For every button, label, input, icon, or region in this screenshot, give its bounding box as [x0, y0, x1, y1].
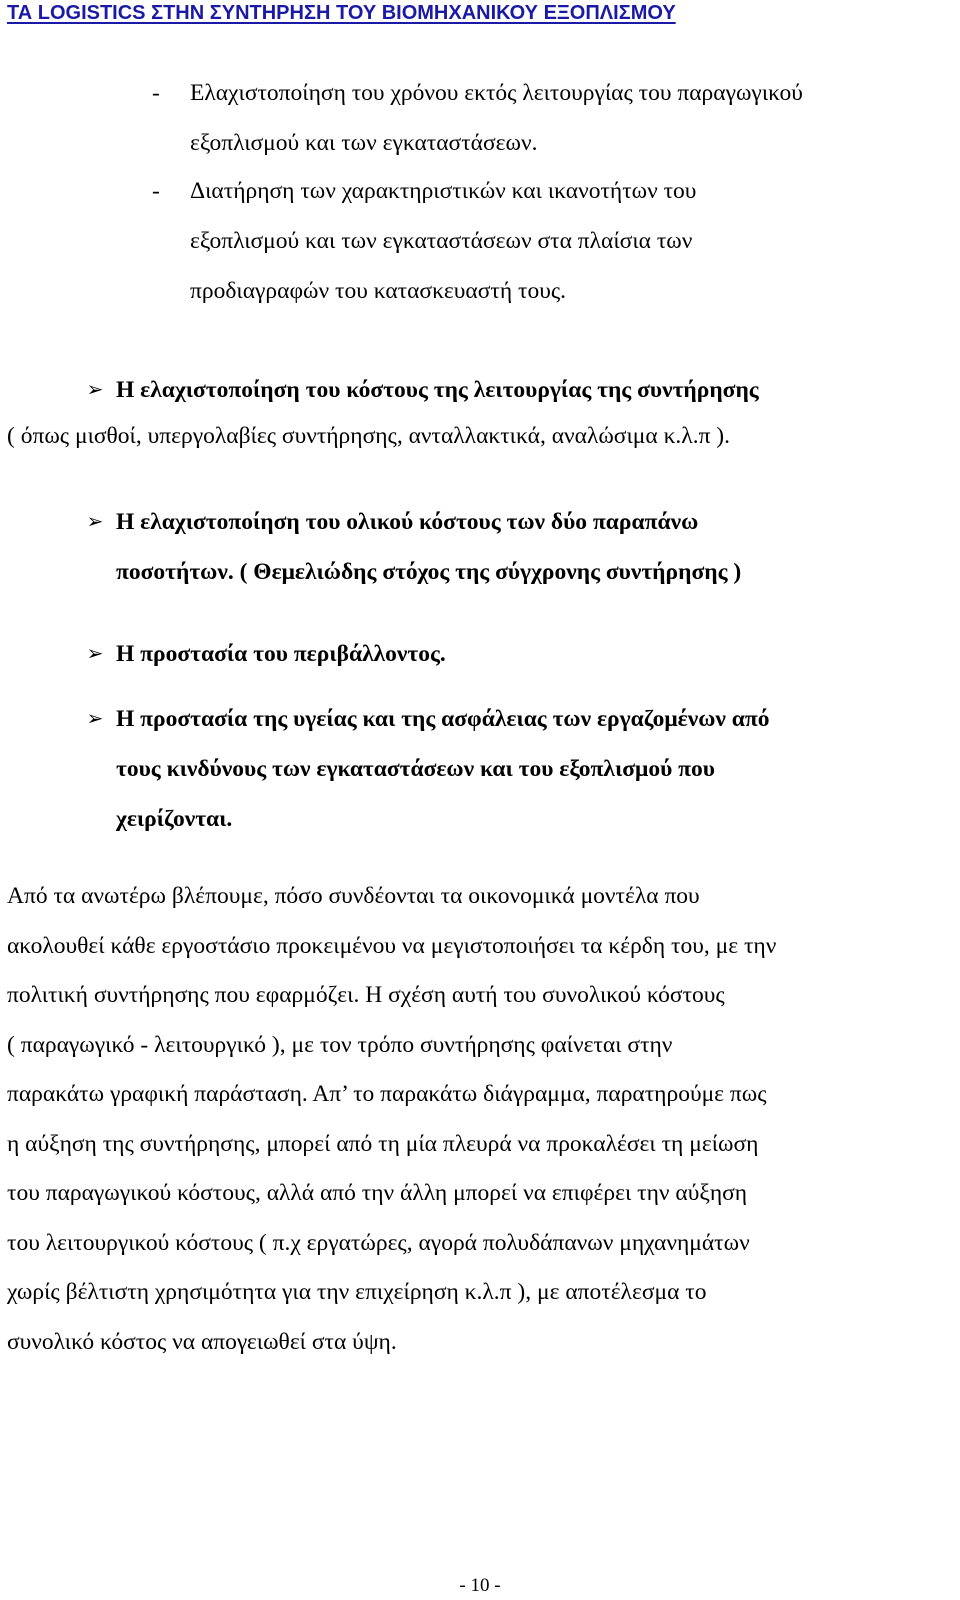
- page-number: - 10 -: [459, 1575, 501, 1596]
- dash-item-line: εξοπλισμού και των εγκαταστάσεων στα πλαίσια των: [190, 228, 693, 254]
- arrow-bullet-icon: ➢: [86, 643, 104, 665]
- arrow-item-line: Η ελαχιστοποίηση του κόστους της λειτουργίας της συντήρησης: [116, 377, 759, 403]
- paragraph-line: η αύξηση της συντήρησης, μπορεί από τη μία πλευρά να προκαλέσει τη μείωση: [7, 1130, 759, 1157]
- dash-list-item: [152, 68, 952, 168]
- arrow-item-line: ποσοτήτων. ( Θεμελιώδης στόχος της σύγχρονης συντήρησης ): [116, 559, 742, 585]
- paragraph-line: παρακάτω γραφική παράσταση. Απ’ το παρακάτω διάγραμμα, παρατηρούμε πως: [7, 1081, 767, 1107]
- dash-item-line: Ελαχιστοποίηση του χρόνου εκτός λειτουργίας του παραγωγικού: [190, 80, 803, 106]
- body-paragraph: [7, 872, 952, 1367]
- paragraph-line: του παραγωγικού κόστους, αλλά από την άλλη μπορεί να επιφέρει την αύξηση: [7, 1180, 748, 1206]
- arrow-item-line: Η προστασία του περιβάλλοντος.: [116, 641, 446, 667]
- paragraph-line: του λειτουργικού κόστους ( π.χ εργατώρες, αγορά πολυδάπανων μηχανημάτων: [7, 1229, 750, 1256]
- paragraph-line: ακολουθεί κάθε εργοστάσιο προκειμένου να μεγιστοποιήσει τα κέρδη του, με την: [7, 932, 777, 959]
- paragraph-line: ( παραγωγικό - λειτουργικό ), με τον τρόπο συντήρησης φαίνεται στην: [7, 1031, 673, 1058]
- paragraph-line: συνολικό κόστος να απογειωθεί στα ύψη.: [7, 1328, 397, 1355]
- arrow-bullet-item: [80, 694, 940, 844]
- paragraph-line: χωρίς βέλτιστη χρησιμότητα για την επιχείρηση κ.λ.π ), με αποτέλεσμα το: [7, 1279, 707, 1305]
- paragraph-line: Από τα ανωτέρω βλέπουμε, πόσο συνδέονται τα οικονομικά μοντέλα που: [7, 883, 700, 909]
- arrow-item-line: Η ελαχιστοποίηση του ολικού κόστους των δύο παραπάνω: [116, 509, 699, 535]
- arrow-bullet-item: [80, 497, 940, 597]
- cost-examples-note: ( όπως μισθοί, υπεργολαβίες συντήρησης, ανταλλακτικά, αναλώσιμα κ.λ.π ).: [7, 423, 731, 449]
- arrow-bullet-icon: ➢: [86, 708, 104, 730]
- dash-item-line: εξοπλισμού και των εγκαταστάσεων.: [190, 130, 538, 156]
- paragraph-line: πολιτική συντήρησης που εφαρμόζει. Η σχέση αυτή του συνολικού κόστους: [7, 982, 725, 1008]
- arrow-bullet-item: [80, 629, 940, 679]
- dash-item-line: προδιαγραφών του κατασκευαστή τους.: [190, 278, 567, 304]
- arrow-bullet-icon: ➢: [86, 379, 104, 401]
- arrow-bullet-icon: ➢: [86, 511, 104, 533]
- dash-list-item: [152, 166, 952, 316]
- dash-item-line: Διατήρηση των χαρακτηριστικών και ικανοτήτων του: [190, 178, 697, 204]
- arrow-item-line: χειρίζονται.: [116, 806, 233, 832]
- document-header-title: ΤΑ LOGISTICS ΣΤΗΝ ΣΥΝΤΗΡΗΣΗ ΤΟΥ ΒΙΟΜΗΧΑΝΙΚΟΥ ΕΞΟΠΛΙΣΜΟΥ: [7, 2, 676, 24]
- dash-marker: -: [152, 80, 160, 106]
- arrow-bullet-item: [80, 365, 940, 415]
- dash-marker: -: [152, 178, 160, 204]
- arrow-item-line: τους κινδύνους των εγκαταστάσεων και του εξοπλισμού που: [116, 756, 715, 782]
- arrow-item-line: Η προστασία της υγείας και της ασφάλειας των εργαζομένων από: [116, 706, 770, 732]
